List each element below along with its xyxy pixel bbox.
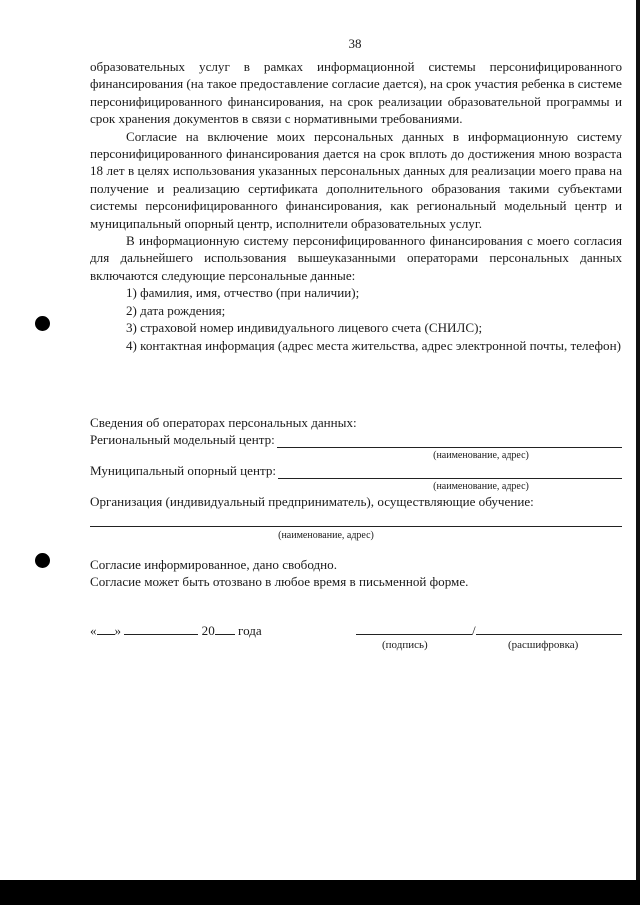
page-number: 38: [348, 36, 362, 51]
signature-slash: /: [472, 623, 476, 638]
list-item: 4) контактная информация (адрес места жительства, адрес электронной почты, телефон): [126, 337, 621, 353]
decoding-label: (расшифровка): [508, 639, 579, 651]
municipal-center-field[interactable]: [278, 466, 622, 479]
organization-label: Организация (индивидуальный предприниматель), осуществляющие обучение:: [90, 494, 534, 509]
signature-label: (подпись): [382, 639, 428, 651]
binder-hole-mark: [35, 316, 50, 331]
year-field[interactable]: [215, 622, 235, 635]
operators-heading: Сведения об операторах персональных данных:: [90, 415, 357, 430]
signature-block: [90, 622, 624, 662]
signature-row: [356, 622, 622, 639]
list-item: 1) фамилия, имя, отчество (при наличии);: [126, 285, 360, 301]
list-item: 2) дата рождения;: [126, 302, 226, 318]
day-field[interactable]: [97, 622, 115, 635]
paragraph-term: Согласие на включение моих персональных данных в информационную систему персонифицированного финансирования дается на срок вплоть до достижения мною возраста 18 лет в целях использования указанных персональных данных для реализации моего права на получение и реализацию сертификата дополнительного образования такими субъектами системы персонифицированного финансирования, как региональный модельный центр и муниципальный опорный центр, исполнители образовательных услуг.: [90, 128, 622, 231]
scan-edge: [636, 0, 640, 880]
paragraph-purpose: образовательных услуг в рамках информационной системы персонифицированного финансирования (на такое предоставление согласие дается), на срок участия ребенка в системе персонифицированного финансирования, на срок реализации образовательной программы и срок хранения документов в связи с нормативными требованиями.: [90, 59, 622, 127]
consent-statement: [90, 556, 468, 591]
consent-informed-line: Согласие информированное, дано свободно.: [90, 557, 337, 572]
regional-center-label: Региональный модельный центр:: [90, 432, 275, 447]
municipal-center-hint: (наименование, адрес): [433, 481, 529, 492]
signature-field[interactable]: [356, 622, 472, 635]
scan-border-bottom: [0, 880, 640, 905]
regional-center-field[interactable]: [277, 435, 622, 448]
municipal-center-label: Муниципальный опорный центр:: [90, 463, 277, 478]
list-item: 3) страховой номер индивидуального лицевого счета (СНИЛС);: [126, 320, 483, 336]
binder-hole-mark: [35, 553, 50, 568]
quote-open: «: [90, 623, 97, 638]
operators-section: [90, 414, 622, 542]
year-prefix: 20: [201, 623, 215, 638]
decoding-field[interactable]: [476, 622, 622, 635]
regional-center-row: [90, 431, 622, 448]
quote-close: »: [114, 623, 122, 638]
document-body: [90, 58, 622, 354]
consent-revocable-line: Согласие может быть отозвано в любое время в письменной форме.: [90, 574, 469, 590]
organization-field[interactable]: [90, 510, 622, 527]
regional-center-hint: (наименование, адрес): [433, 450, 529, 461]
month-field[interactable]: [124, 622, 198, 635]
date-row: [90, 622, 262, 639]
year-suffix: года: [238, 623, 262, 638]
organization-hint: (наименование, адрес): [278, 530, 374, 541]
paragraph-data-list-intro: В информационную систему персонифицированного финансирования с моего согласия для дальнейшего использования вышеуказанными операторами персональных данных включаются следующие персональные данные:: [90, 233, 622, 283]
municipal-center-row: [90, 462, 622, 479]
